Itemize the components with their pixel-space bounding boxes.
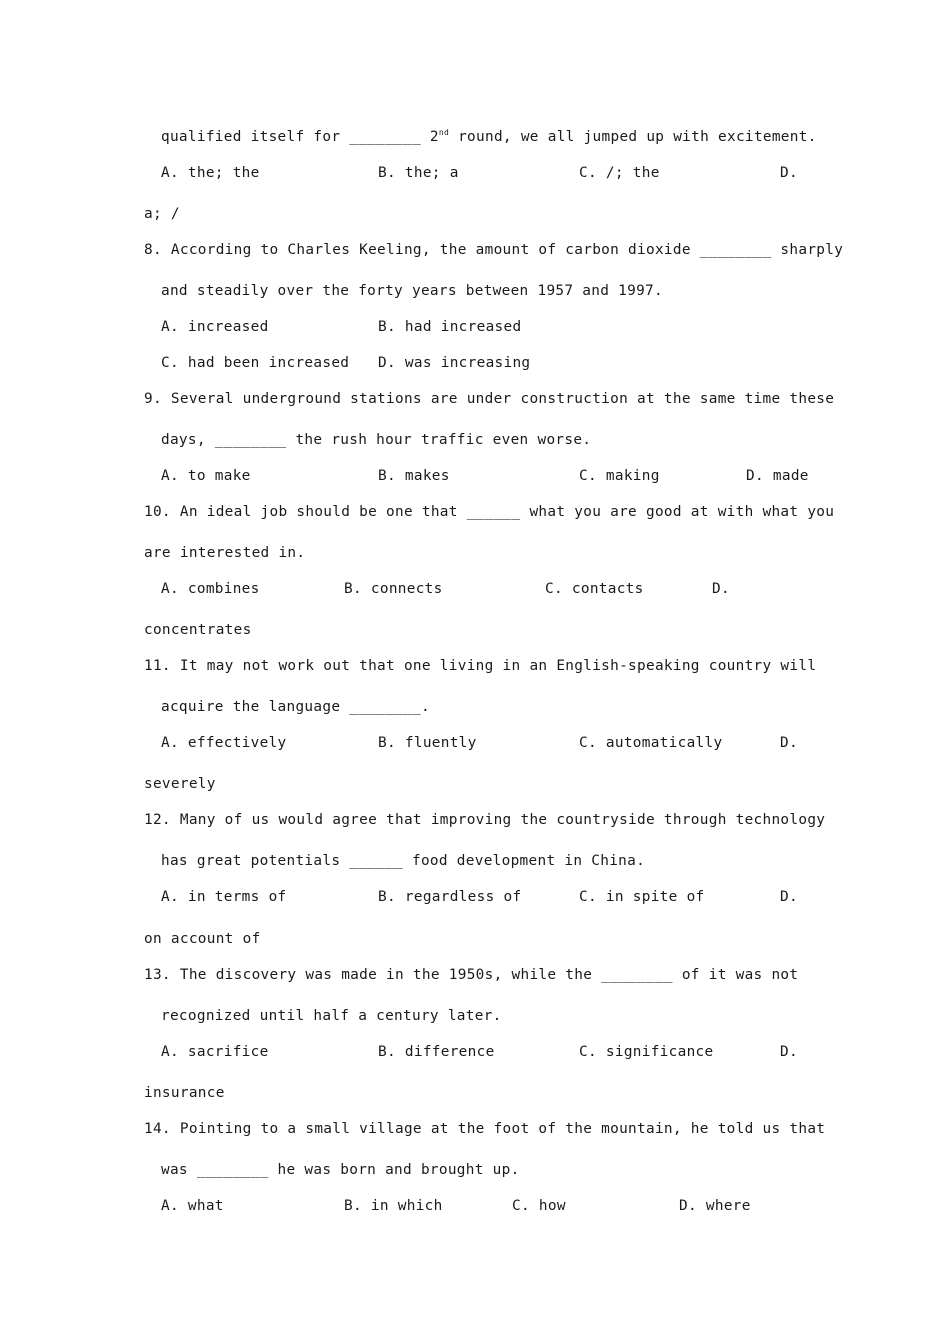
q12-option-a: A. in terms of: [161, 889, 287, 905]
q10-option-d: D.: [712, 581, 730, 597]
q14-option-a: A. what: [161, 1198, 224, 1214]
q8-option-b: B. had increased: [378, 319, 522, 335]
q10-stem-line2: are interested in.: [144, 545, 306, 561]
q11-option-b: B. fluently: [378, 735, 477, 751]
q8-option-d: D. was increasing: [378, 355, 531, 371]
q7-option-a: A. the; the: [161, 165, 260, 181]
q7-option-d-text: a; /: [144, 206, 180, 222]
q12-option-b: B. regardless of: [378, 889, 522, 905]
q14-option-d: D. where: [679, 1198, 751, 1214]
q9-stem-line2: days, ________ the rush hour traffic even worse.: [161, 432, 592, 448]
q11-option-d: D.: [780, 735, 798, 751]
q10-stem-line1: 10. An ideal job should be one that ______ what you are good at with what you: [144, 504, 835, 520]
q13-option-d-text: insurance: [144, 1085, 225, 1101]
q13-option-a: A. sacrifice: [161, 1044, 269, 1060]
q12-stem-line1: 12. Many of us would agree that improving the countryside through technology: [144, 812, 826, 828]
q11-stem-line2: acquire the language ________.: [161, 699, 430, 715]
q7-stem-part1: qualified itself for ________ 2: [161, 129, 439, 145]
q8-option-c: C. had been increased: [161, 355, 350, 371]
q14-option-c: C. how: [512, 1198, 566, 1214]
q12-option-d-text: on account of: [144, 931, 261, 947]
q11-option-c: C. automatically: [579, 735, 723, 751]
q9-option-b: B. makes: [378, 468, 450, 484]
q8-option-a: A. increased: [161, 319, 269, 335]
q7-stem: [161, 128, 817, 146]
q13-option-d: D.: [780, 1044, 798, 1060]
q7-stem-sup: nd: [438, 128, 450, 138]
q8-stem-line1: 8. According to Charles Keeling, the amount of carbon dioxide ________ sharply: [144, 242, 844, 258]
q13-option-c: C. significance: [579, 1044, 714, 1060]
q12-option-c: C. in spite of: [579, 889, 705, 905]
q11-option-a: A. effectively: [161, 735, 287, 751]
q7-option-c: C. /; the: [579, 165, 660, 181]
q7-stem-part2: round, we all jumped up with excitement.: [449, 129, 817, 145]
q13-stem-line1: 13. The discovery was made in the 1950s, while the ________ of it was not: [144, 967, 799, 983]
q9-stem-line1: 9. Several underground stations are under construction at the same time these: [144, 391, 835, 407]
q9-option-a: A. to make: [161, 468, 251, 484]
q7-option-d: D.: [780, 165, 798, 181]
q14-stem-line1: 14. Pointing to a small village at the foot of the mountain, he told us that: [144, 1121, 826, 1137]
q10-option-c: C. contacts: [545, 581, 644, 597]
q12-option-d: D.: [780, 889, 798, 905]
q13-stem-line2: recognized until half a century later.: [161, 1008, 502, 1024]
q13-option-b: B. difference: [378, 1044, 495, 1060]
q14-stem-line2: was ________ he was born and brought up.: [161, 1162, 520, 1178]
q10-option-a: A. combines: [161, 581, 260, 597]
q10-option-b: B. connects: [344, 581, 443, 597]
q8-stem-line2: and steadily over the forty years between 1957 and 1997.: [161, 283, 663, 299]
q11-stem-line1: 11. It may not work out that one living in an English-speaking country will: [144, 658, 817, 674]
q14-option-b: B. in which: [344, 1198, 443, 1214]
q9-option-c: C. making: [579, 468, 660, 484]
q7-option-b: B. the; a: [378, 165, 459, 181]
q12-stem-line2: has great potentials ______ food development in China.: [161, 853, 646, 869]
q11-option-d-text: severely: [144, 776, 216, 792]
q10-option-d-text: concentrates: [144, 622, 252, 638]
q9-option-d: D. made: [746, 468, 809, 484]
